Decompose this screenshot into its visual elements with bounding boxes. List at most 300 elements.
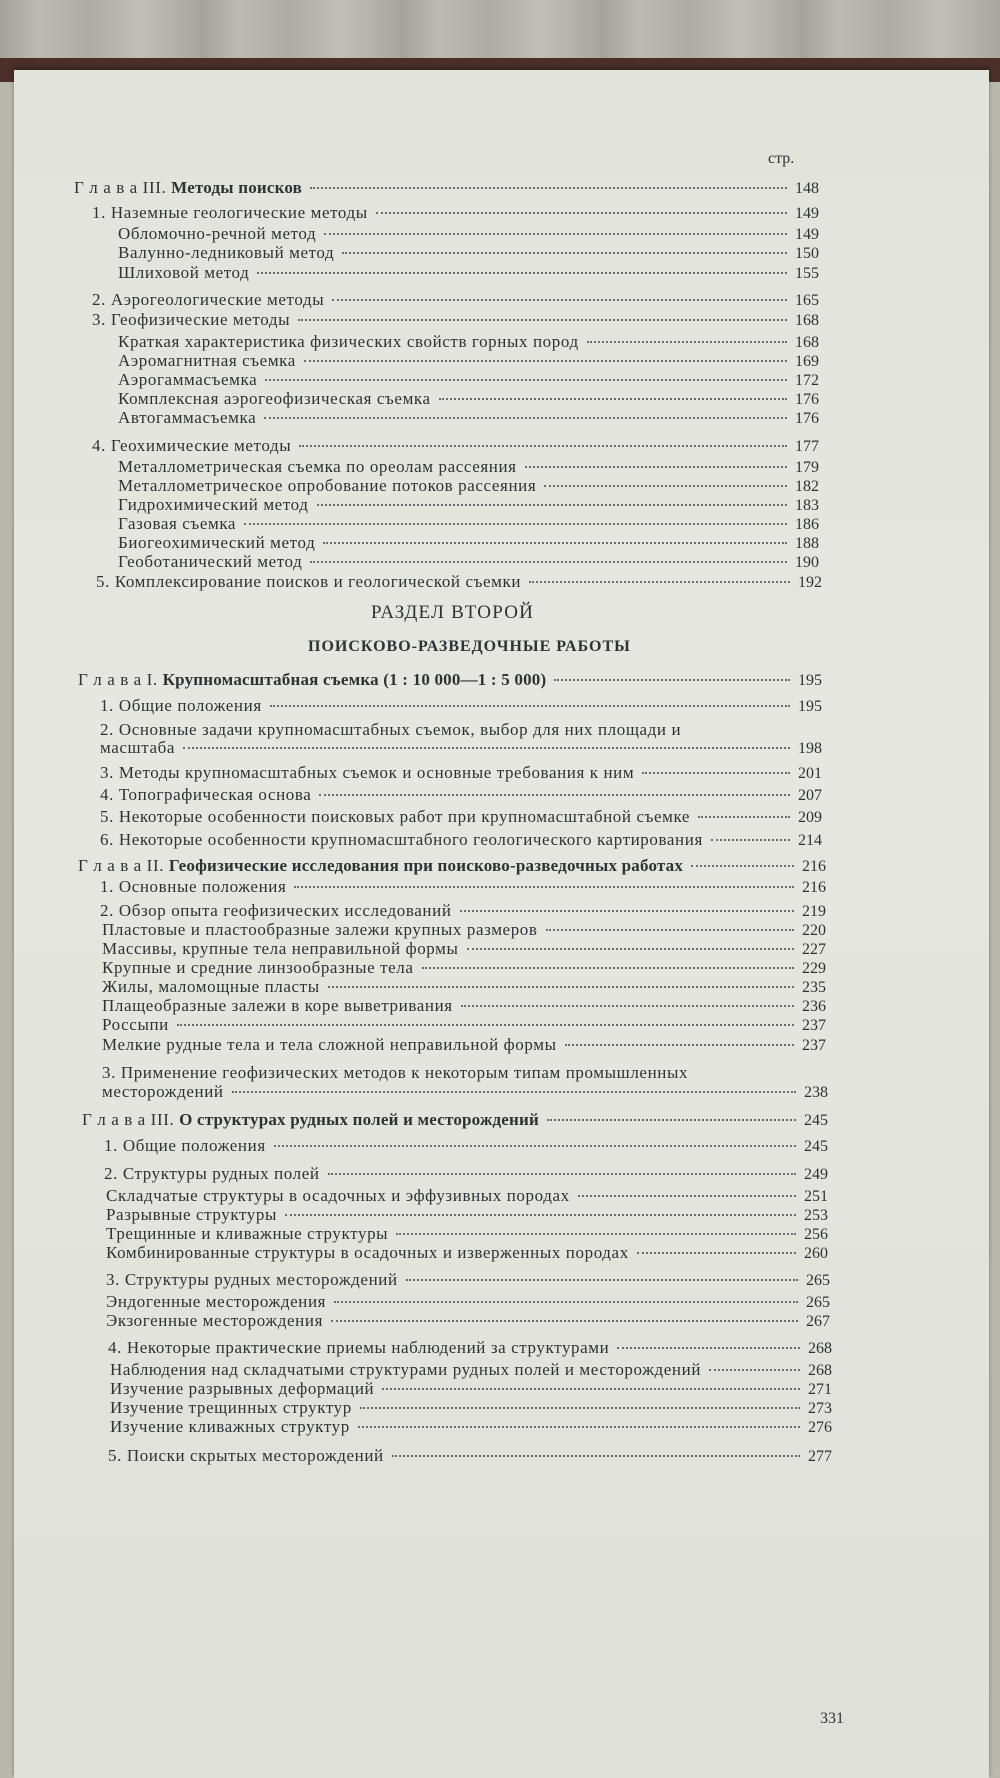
entry-title: [118, 495, 309, 515]
entry-page-number: 192: [798, 574, 822, 591]
dot-leader: [637, 1252, 796, 1254]
dot-leader: [460, 910, 794, 912]
toc-entry: [118, 263, 819, 283]
dot-leader: [642, 772, 790, 774]
entry-title: [82, 1110, 539, 1130]
dot-leader: [257, 272, 787, 274]
toc-entry: [106, 1186, 828, 1206]
entry-title: [102, 1063, 688, 1083]
entry-title-text: Жилы, маломощные пласты: [102, 977, 320, 996]
entry-page-number: 260: [804, 1245, 828, 1262]
toc-entry: [110, 1417, 832, 1437]
toc-entry: [100, 877, 826, 897]
toc-entry: [102, 977, 826, 997]
toc-entry: [118, 476, 819, 496]
dot-leader: [177, 1024, 794, 1026]
toc-entry: [92, 436, 819, 456]
entry-page-number: 183: [795, 497, 819, 514]
entry-page-number: 219: [802, 903, 826, 920]
entry-title: [110, 1360, 701, 1380]
entry-title: [100, 830, 703, 850]
toc-entry: [106, 1270, 830, 1290]
entry-title: [100, 785, 311, 805]
entry-title-text: Некоторые практические приемы наблюдений за структурами: [126, 1338, 610, 1357]
toc-entry: [102, 939, 826, 959]
entry-title-text: Металлометрическая съемка по ореолам рассеяния: [118, 457, 517, 476]
dot-leader: [396, 1233, 796, 1235]
entry-title: [118, 514, 236, 534]
toc-entry: [106, 1205, 828, 1225]
dot-leader: [232, 1091, 796, 1093]
dot-leader: [328, 986, 794, 988]
toc-entry: [102, 1082, 828, 1102]
dot-leader: [578, 1195, 796, 1197]
dot-leader: [304, 360, 787, 362]
dot-leader: [183, 747, 790, 749]
entry-title: [118, 351, 296, 371]
entry-page-number: 176: [795, 391, 819, 408]
entry-title-text: Мелкие рудные тела и тела сложной неправильной формы: [102, 1035, 557, 1054]
entry-page-number: 245: [804, 1138, 828, 1155]
entry-page-number: 207: [798, 787, 822, 804]
entry-title: [110, 1417, 350, 1437]
entry-title: [102, 939, 459, 959]
dot-leader: [331, 1320, 798, 1322]
toc-entry: [118, 332, 819, 352]
entry-page-number: 155: [795, 265, 819, 282]
dot-leader: [406, 1279, 798, 1281]
dot-leader: [342, 252, 787, 254]
entry-page-number: 168: [795, 334, 819, 351]
entry-title: [106, 1311, 323, 1331]
entry-title-text: Поиски скрытых месторождений: [126, 1446, 384, 1465]
toc-entry: [100, 763, 822, 783]
entry-title: [110, 1398, 352, 1418]
entry-number: 4.: [100, 785, 119, 804]
entry-title-text: Изучение кливажных структур: [110, 1417, 350, 1436]
entry-title-text: Обломочно-речной метод: [118, 224, 317, 243]
entry-number: 3.: [92, 310, 111, 329]
toc-entry: [102, 920, 826, 940]
toc-entry: [108, 1446, 832, 1466]
entry-number: 4.: [92, 436, 111, 455]
entry-page-number: 237: [802, 1037, 826, 1054]
entry-title: [78, 670, 546, 690]
toc-entry: [106, 1311, 830, 1331]
dot-leader: [264, 417, 787, 419]
entry-title-text: Наземные геологические методы: [110, 203, 368, 222]
toc-entry: [100, 830, 822, 850]
dot-leader: [554, 679, 790, 681]
dot-leader: [323, 542, 787, 544]
entry-title: [74, 178, 302, 198]
entry-title-text: Пластовые и пластообразные залежи крупных размеров: [102, 920, 538, 939]
dot-leader: [547, 1119, 796, 1121]
entry-page-number: 172: [795, 372, 819, 389]
entry-page-number: 186: [795, 516, 819, 533]
book-page: [14, 70, 989, 1778]
toc-entry: [100, 738, 822, 758]
toc-entry: [118, 370, 819, 390]
toc-entry: [102, 1015, 826, 1035]
entry-page-number: 268: [808, 1340, 832, 1357]
chapter-entry: [82, 1110, 828, 1130]
entry-title-text: Разрывные структуры: [106, 1205, 277, 1224]
chapter-entry: [74, 178, 819, 198]
entry-title-text: Некоторые особенности крупномасштабного геологического картирования: [118, 830, 703, 849]
entry-number: 1.: [100, 877, 119, 896]
dot-leader: [392, 1455, 800, 1457]
toc-entry: [106, 1243, 828, 1263]
entry-title: [100, 877, 286, 897]
entry-title-text: Крупномасштабная съемка (1 : 10 000—1 : 5 000): [162, 670, 547, 689]
section-title: ПОИСКОВО-РАЗВЕДОЧНЫЕ РАБОТЫ: [308, 638, 631, 655]
toc-entry: [92, 310, 819, 330]
entry-number: 3.: [102, 1063, 121, 1082]
dot-leader: [334, 1301, 798, 1303]
entry-title-text: Основные положения: [118, 877, 287, 896]
dot-leader: [461, 1005, 794, 1007]
entry-title-text: Россыпи: [102, 1015, 169, 1034]
entry-title-text: Краткая характеристика физических свойств горных пород: [118, 332, 579, 351]
toc-entry: [92, 290, 819, 310]
entry-page-number: 220: [802, 922, 826, 939]
entry-title: [118, 332, 579, 352]
toc-entry: [96, 572, 822, 592]
entry-number: 5.: [96, 572, 115, 591]
chapter-entry: [78, 670, 822, 690]
entry-title: [118, 224, 316, 244]
entry-title: [106, 1186, 570, 1206]
entry-page-number: 245: [804, 1112, 828, 1129]
entry-title: [100, 696, 262, 716]
entry-title-text: О структурах рудных полей и месторождений: [179, 1110, 540, 1129]
toc-entry: [100, 785, 822, 805]
entry-page-number: 251: [804, 1188, 828, 1205]
entry-title: [118, 370, 257, 390]
entry-title: [102, 1035, 557, 1055]
toc-entry: [106, 1292, 830, 1312]
toc-entry: [100, 807, 822, 827]
entry-title: [106, 1270, 398, 1290]
toc-entry: [104, 1164, 828, 1184]
entry-title-text: Общие положения: [122, 1136, 266, 1155]
toc-entry: [104, 1136, 828, 1156]
entry-title: [106, 1205, 277, 1225]
dot-leader: [544, 485, 787, 487]
entry-page-number: 195: [798, 698, 822, 715]
entry-title-text: Некоторые особенности поисковых работ при крупномасштабной съемке: [118, 807, 691, 826]
dot-leader: [265, 379, 787, 381]
dot-leader: [294, 886, 794, 888]
entry-title: [102, 1015, 169, 1035]
entry-title-text: Экзогенные месторождения: [106, 1311, 323, 1330]
footer-page-number: 331: [820, 1710, 844, 1727]
entry-title: [108, 1446, 384, 1466]
toc-entry: [110, 1360, 832, 1380]
entry-title: [118, 389, 431, 409]
entry-title: [102, 958, 414, 978]
entry-page-number: 150: [795, 245, 819, 262]
entry-title: [100, 738, 175, 758]
entry-page-number: 169: [795, 353, 819, 370]
entry-title-text: Аэрогеологические методы: [110, 290, 325, 309]
entry-page-number: 149: [795, 205, 819, 222]
toc-entry: [118, 224, 819, 244]
entry-title-text: Общие положения: [118, 696, 262, 715]
dot-leader: [285, 1214, 796, 1216]
entry-page-number: 168: [795, 312, 819, 329]
entry-page-number: 182: [795, 478, 819, 495]
entry-title-text: Аэрогаммасъемка: [118, 370, 258, 389]
entry-title: [100, 720, 681, 740]
toc-entry: [110, 1398, 832, 1418]
entry-title: [110, 1379, 374, 1399]
entry-page-number: 198: [798, 740, 822, 757]
dot-leader: [376, 212, 787, 214]
entry-number: 6.: [100, 830, 119, 849]
toc-entry: [118, 408, 819, 428]
entry-title: [108, 1338, 609, 1358]
entry-title-text: Комбинированные структуры в осадочных и изверженных породах: [106, 1243, 629, 1262]
entry-page-number: 214: [798, 832, 822, 849]
entry-title-text: масштаба: [100, 738, 175, 757]
entry-page-number: 249: [804, 1166, 828, 1183]
entry-title-text: Металлометрическое опробование потоков рассеяния: [118, 476, 537, 495]
entry-title-text: Газовая съемка: [118, 514, 237, 533]
entry-page-number: 268: [808, 1362, 832, 1379]
toc-entry: [100, 720, 822, 740]
toc-entry: [102, 1063, 828, 1083]
entry-title-text: Геоботанический метод: [118, 552, 303, 571]
entry-title-text: Крупные и средние линзообразные тела: [102, 958, 414, 977]
entry-title: [118, 457, 517, 477]
entry-title: [100, 901, 452, 921]
entry-title: [100, 763, 634, 783]
entry-title: [118, 552, 302, 572]
entry-title-text: Структуры рудных месторождений: [124, 1270, 398, 1289]
entry-title-text: Изучение разрывных деформаций: [110, 1379, 375, 1398]
toc-entry: [118, 457, 819, 477]
entry-title-text: Массивы, крупные тела неправильной формы: [102, 939, 459, 958]
entry-title: [102, 996, 453, 1016]
entry-page-number: 190: [795, 554, 819, 571]
dot-leader: [310, 561, 787, 563]
entry-title-text: Обзор опыта геофизических исследований: [118, 901, 452, 920]
entry-page-number: 265: [806, 1294, 830, 1311]
dot-leader: [546, 929, 794, 931]
entry-page-number: 216: [802, 879, 826, 896]
entry-number: 1.: [100, 696, 119, 715]
dot-leader: [617, 1347, 800, 1349]
entry-title-text: Шлиховой метод: [118, 263, 250, 282]
entry-page-number: 188: [795, 535, 819, 552]
entry-title: [118, 243, 334, 263]
entry-page-number: 179: [795, 459, 819, 476]
toc-entry: [118, 389, 819, 409]
entry-title-text: Биогеохимический метод: [118, 533, 316, 552]
toc-entry: [102, 996, 826, 1016]
dot-leader: [422, 967, 794, 969]
dot-leader: [467, 948, 794, 950]
entry-title: [106, 1224, 388, 1244]
toc-entry: [118, 533, 819, 553]
entry-number: 4.: [108, 1338, 127, 1357]
toc-entry: [118, 514, 819, 534]
dot-leader: [299, 445, 787, 447]
dot-leader: [711, 839, 790, 841]
toc-entry: [118, 243, 819, 263]
entry-title-text: Аэромагнитная съемка: [118, 351, 296, 370]
dot-leader: [587, 341, 787, 343]
entry-title-text: Гидрохимический метод: [118, 495, 309, 514]
entry-title: [102, 1082, 224, 1102]
entry-title-text: Эндогенные месторождения: [106, 1292, 327, 1311]
entry-number: 2.: [100, 720, 119, 739]
entry-number: 2.: [92, 290, 111, 309]
entry-title-text: Автогаммасъемка: [118, 408, 257, 427]
entry-number: 2.: [100, 901, 119, 920]
toc-entry: [102, 1035, 826, 1055]
entry-title-text: Комплексная аэрогеофизическая съемка: [118, 389, 431, 408]
dot-leader: [360, 1407, 800, 1409]
toc-entry: [102, 958, 826, 978]
dot-leader: [328, 1173, 796, 1175]
toc-entry: [92, 203, 819, 223]
entry-title-text: Методы крупномасштабных съемок и основные требования к ним: [118, 763, 635, 782]
entry-title-text: Геохимические методы: [110, 436, 292, 455]
entry-page-number: 227: [802, 941, 826, 958]
entry-title: [118, 476, 536, 496]
entry-title-text: Геофизические методы: [110, 310, 291, 329]
entry-title: [106, 1243, 629, 1263]
entry-page-number: 267: [806, 1313, 830, 1330]
entry-title-text: Основные задачи крупномасштабных съемок, выбор для них площади и: [118, 720, 682, 739]
entry-page-number: 271: [808, 1381, 832, 1398]
entry-page-number: 235: [802, 979, 826, 996]
dot-leader: [691, 865, 794, 867]
dot-leader: [270, 705, 790, 707]
dot-leader: [525, 466, 787, 468]
entry-page-number: 176: [795, 410, 819, 427]
section-heading: РАЗДЕЛ ВТОРОЙ: [371, 602, 535, 623]
dot-leader: [244, 523, 787, 525]
entry-page-number: 237: [802, 1017, 826, 1034]
toc-entry: [106, 1224, 828, 1244]
entry-title: [96, 572, 521, 592]
entry-number: 3.: [100, 763, 119, 782]
entry-title: [92, 310, 290, 330]
entry-title-text: Применение геофизических методов к некоторым типам промышленных: [120, 1063, 689, 1082]
entry-title-text: Трещинные и кливажные структуры: [106, 1224, 389, 1243]
toc-entry: [100, 696, 822, 716]
entry-title: [92, 290, 324, 310]
toc-entry: [118, 351, 819, 371]
dot-leader: [324, 233, 787, 235]
entry-title-text: месторождений: [102, 1082, 224, 1101]
entry-title-text: Структуры рудных полей: [122, 1164, 320, 1183]
toc-entry: [100, 901, 826, 921]
entry-page-number: 148: [795, 180, 819, 197]
dot-leader: [565, 1044, 794, 1046]
entry-title: [104, 1136, 266, 1156]
dot-leader: [382, 1388, 800, 1390]
entry-page-number: 165: [795, 292, 819, 309]
entry-number: 5.: [100, 807, 119, 826]
entry-page-number: 276: [808, 1419, 832, 1436]
entry-page-number: 273: [808, 1400, 832, 1417]
entry-title: [102, 977, 320, 997]
entry-page-number: 216: [802, 858, 826, 875]
entry-number: 1.: [104, 1136, 123, 1155]
toc-entry: [118, 495, 819, 515]
entry-page-number: 201: [798, 765, 822, 782]
entry-title-text: Плащеобразные залежи в коре выветривания: [102, 996, 453, 1015]
entry-title: [118, 533, 315, 553]
entry-page-number: 177: [795, 438, 819, 455]
entry-title: [106, 1292, 326, 1312]
entry-page-number: 209: [798, 809, 822, 826]
entry-title: [102, 920, 538, 940]
dot-leader: [319, 794, 790, 796]
entry-page-number: 195: [798, 672, 822, 689]
entry-page-number: 149: [795, 226, 819, 243]
dot-leader: [439, 398, 787, 400]
entry-title-text: Складчатые структуры в осадочных и эффузивных породах: [106, 1186, 570, 1205]
entry-number: 1.: [92, 203, 111, 222]
entry-title: [118, 263, 249, 283]
entry-page-number: 256: [804, 1226, 828, 1243]
entry-number: Г л а в а III.: [74, 178, 172, 197]
toc-entry: [118, 552, 819, 572]
entry-page-number: 265: [806, 1272, 830, 1289]
dot-leader: [529, 581, 790, 583]
entry-title-text: Топографическая основа: [118, 785, 312, 804]
entry-page-number: 277: [808, 1448, 832, 1465]
entry-number: 5.: [108, 1446, 127, 1465]
entry-number: Г л а в а II.: [78, 856, 169, 875]
entry-title-text: Наблюдения над складчатыми структурами рудных полей и месторождений: [110, 1360, 702, 1379]
entry-title: [100, 807, 690, 827]
entry-page-number: 253: [804, 1207, 828, 1224]
entry-title: [92, 436, 291, 456]
dot-leader: [709, 1369, 800, 1371]
dot-leader: [298, 319, 787, 321]
entry-number: 3.: [106, 1270, 125, 1289]
entry-page-number: 236: [802, 998, 826, 1015]
entry-number: Г л а в а I.: [78, 670, 163, 689]
entry-title-text: Изучение трещинных структур: [110, 1398, 352, 1417]
entry-number: 2.: [104, 1164, 123, 1183]
dot-leader: [310, 187, 787, 189]
entry-title-text: Комплексирование поисков и геологической съемки: [114, 572, 522, 591]
page-column-label: стр.: [768, 150, 795, 167]
entry-page-number: 229: [802, 960, 826, 977]
chapter-entry: [78, 856, 826, 876]
entry-title-text: Методы поисков: [171, 178, 303, 197]
toc-entry: [108, 1338, 832, 1358]
entry-number: Г л а в а III.: [82, 1110, 180, 1129]
dot-leader: [358, 1426, 800, 1428]
entry-title: [104, 1164, 320, 1184]
entry-title: [78, 856, 683, 876]
entry-title-text: Валунно-ледниковый метод: [118, 243, 335, 262]
entry-title: [92, 203, 368, 223]
dot-leader: [698, 816, 790, 818]
entry-title: [118, 408, 256, 428]
dot-leader: [274, 1145, 796, 1147]
dot-leader: [317, 504, 788, 506]
